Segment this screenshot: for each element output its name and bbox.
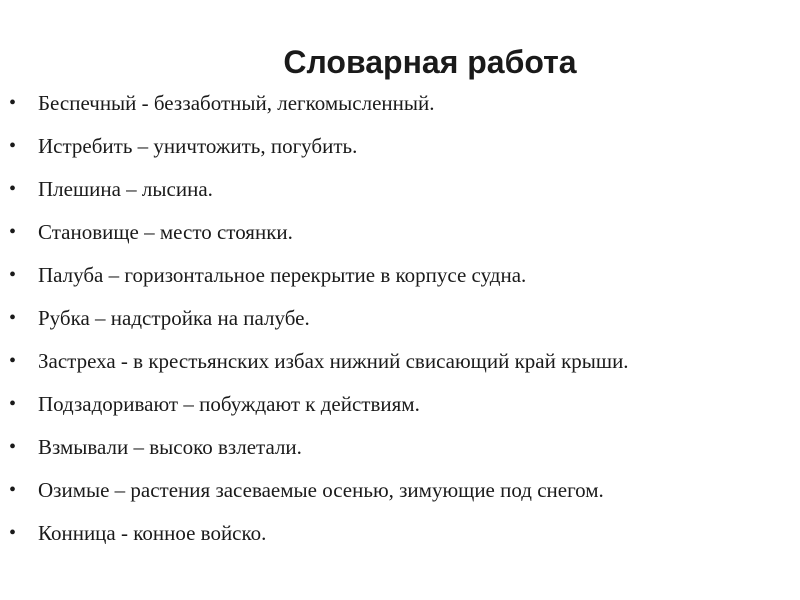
- bullet-icon: •: [9, 393, 17, 415]
- list-item: [0, 174, 780, 204]
- list-item-text: Палуба – горизонтальное перекрытие в корпусе судна.: [38, 263, 527, 287]
- list-item: [0, 131, 780, 161]
- list-item-text: Взмывали – высоко взлетали.: [38, 435, 302, 459]
- vocabulary-list: [0, 88, 780, 561]
- list-item: [0, 518, 780, 548]
- list-item: [0, 346, 780, 376]
- list-item: [0, 475, 780, 505]
- list-item-text: Рубка – надстройка на палубе.: [38, 306, 310, 330]
- list-item: [0, 303, 780, 333]
- list-item: [0, 389, 780, 419]
- bullet-icon: •: [9, 135, 17, 157]
- list-item: [0, 260, 780, 290]
- list-item-text: Озимые – растения засеваемые осенью, зимующие под снегом.: [38, 478, 604, 502]
- list-item-text: Подзадоривают – побуждают к действиям.: [38, 392, 420, 416]
- bullet-icon: •: [9, 178, 17, 200]
- list-item-text: Становище – место стоянки.: [38, 220, 293, 244]
- bullet-icon: •: [9, 264, 17, 286]
- bullet-icon: •: [9, 221, 17, 243]
- list-item: [0, 432, 780, 462]
- slide-title: Словарная работа: [283, 44, 577, 80]
- list-item-text: Конница - конное войско.: [38, 521, 267, 545]
- list-item: [0, 217, 780, 247]
- bullet-icon: •: [9, 92, 17, 114]
- bullet-icon: •: [9, 522, 17, 544]
- list-item: [0, 88, 780, 118]
- list-item-text: Истребить – уничтожить, погубить.: [38, 134, 358, 158]
- list-item-text: Застреха - в крестьянских избах нижний свисающий край крыши.: [38, 349, 629, 373]
- bullet-icon: •: [9, 350, 17, 372]
- bullet-icon: •: [9, 307, 17, 329]
- bullet-icon: •: [9, 479, 17, 501]
- list-item-text: Беспечный - беззаботный, легкомысленный.: [38, 91, 435, 115]
- list-item-text: Плешина – лысина.: [38, 177, 213, 201]
- bullet-icon: •: [9, 436, 17, 458]
